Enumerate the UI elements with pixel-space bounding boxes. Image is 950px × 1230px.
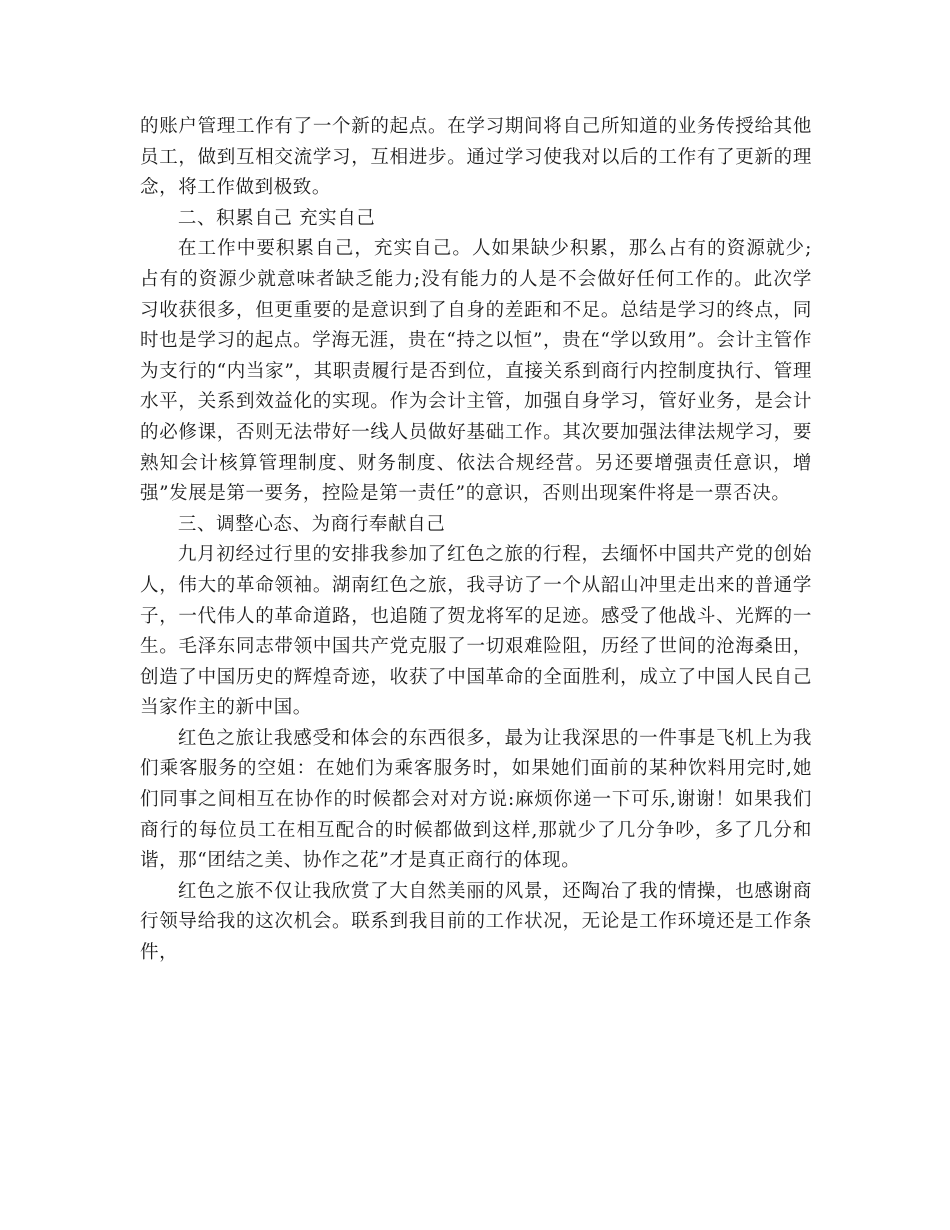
paragraph-red-tour-thanks: 红色之旅不仅让我欣赏了大自然美丽的风景，还陶冶了我的情操，也感谢商行领导给我的这次机会。联系到我目前的工作状况，无论是工作环境还是工作条件，	[140, 880, 812, 964]
paragraph-accumulate-self: 在工作中要积累自己，充实自己。人如果缺少积累，那么占有的资源就少;占有的资源少就意味者缺乏能力;没有能力的人是不会做好任何工作的。此次学习收获很多，但更重要的是意识到了自身的差距和不足。总结是学习的终点，同时也是学习的起点。学海无涯，贵在“持之以恒”，贵在“学以致用”。会计主管作为支行的“内当家”，其职责履行是否到位，直接关系到商行内控制度执行、管理水平，关系到效益化的实现。作为会计主管，加强自身学习，管好业务，是会计的必修课，否则无法带好一线人员做好基础工作。其次要加强法律法规学习，要熟知会计核算管理制度、财务制度、依法合规经营。另还要增强责任意识，增强”发展是第一要务，控险是第一责任”的意识，否则出现案件将是一票否决。	[140, 238, 812, 505]
paragraph-red-tour-intro: 九月初经过行里的安排我参加了红色之旅的行程，去缅怀中国共产党的创始人，伟大的革命领袖。湖南红色之旅，我寻访了一个从韶山冲里走出来的普通学子，一代伟人的革命道路，也追随了贺龙将军的足迹。感受了他战斗、光辉的一生。毛泽东同志带领中国共产党克服了一切艰难险阻，历经了世间的沧海桑田，创造了中国历史的辉煌奇迹，收获了中国革命的全面胜利，成立了中国人民自己当家作主的新中国。	[140, 544, 812, 719]
paragraph-continuation: 的账户管理工作有了一个新的起点。在学习期间将自己所知道的业务传授给其他员工，做到互相交流学习，互相进步。通过学习使我对以后的工作有了更新的理念，将工作做到极致。	[140, 116, 812, 199]
paragraph-red-tour-reflection: 红色之旅让我感受和体会的东西很多，最为让我深思的一件事是飞机上为我们乘客服务的空姐：在她们为乘客服务时，如果她们面前的某种饮料用完时,她们同事之间相互在协作的时候都会对对方说:麻烦你递一下可乐,谢谢！如果我们商行的每位员工在相互配合的时候都做到这样,那就少了几分争吵，多了几分和谐，那“团结之美、协作之花”才是真正商行的体现。	[140, 727, 812, 872]
section-heading-3: 三、调整心态、为商行奉献自己	[177, 513, 446, 535]
section-heading-2: 二、积累自己 充实自己	[177, 207, 376, 229]
document-body	[140, 112, 812, 969]
